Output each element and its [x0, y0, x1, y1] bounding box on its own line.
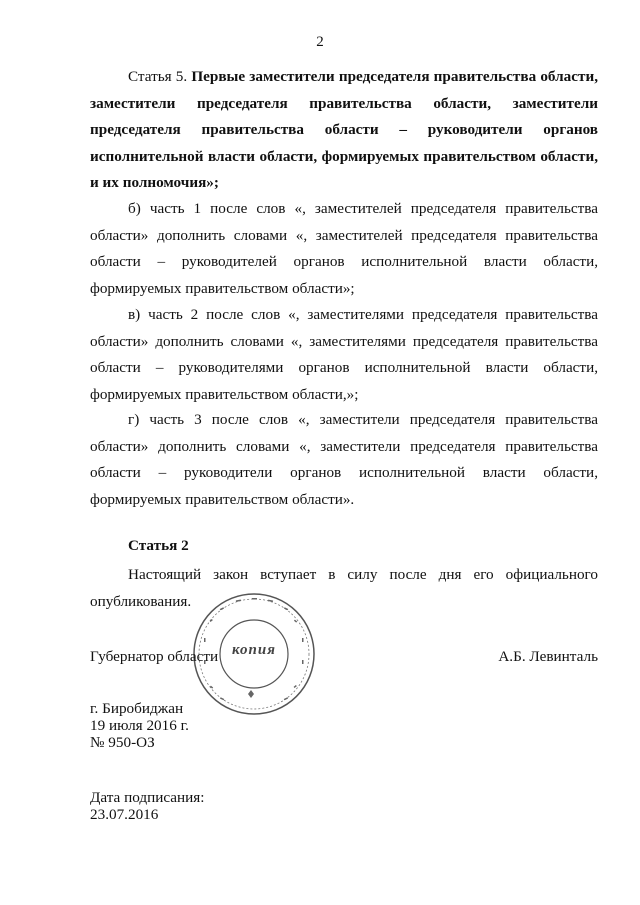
governor-name: А.Б. Левинталь [498, 648, 598, 665]
article5-prefix: Статья 5. [128, 68, 192, 85]
place-date-block [90, 700, 189, 751]
article5-heading-paragraph [90, 64, 598, 197]
item-g-paragraph [90, 407, 598, 513]
signing-date: 23.07.2016 [90, 806, 159, 823]
item-v-text: в) часть 2 после слов «, заместителями председателя правительства области» дополнить словами «, заместителями председателя правительства области – руководителями органов исполнительной власти области, формируемых правительством области,»; [90, 306, 598, 403]
law-date: 19 июля 2016 г. [90, 717, 189, 734]
item-v-paragraph [90, 302, 598, 408]
item-b-paragraph [90, 196, 598, 302]
page-number: 2 [316, 34, 324, 50]
city: г. Биробиджан [90, 700, 184, 717]
law-number: № 950-ОЗ [90, 734, 155, 751]
item-b-text: б) часть 1 после слов «, заместителей председателя правительства области» дополнить словами «, заместителей председателя правительства области – руководителей органов исполнительной власти области, формируемых правительством области»; [90, 200, 598, 297]
article5-title: Первые заместители председателя правительства области, заместители председателя правительства области, заместители председателя правительства области – руководители органов исполнительной власти области, формируемых правительством области, и их полномочия»; [90, 68, 598, 191]
signing-label: Дата подписания: [90, 789, 205, 806]
seal-center-text: копия [232, 642, 276, 658]
article2-body: Настоящий закон вступает в силу после дня его официального опубликования. [90, 566, 598, 610]
signature-row [90, 648, 598, 674]
signing-block [90, 789, 204, 823]
governor-title: Губернатор области [90, 648, 219, 665]
item-g-text: г) часть 3 после слов «, заместители председателя правительства области» дополнить словами «, заместители председателя правительства области – руководители органов исполнительной власти области, формируемых правительством области». [90, 411, 598, 508]
article2-heading: Статья 2 [128, 537, 189, 554]
article2-body-paragraph [90, 562, 598, 615]
